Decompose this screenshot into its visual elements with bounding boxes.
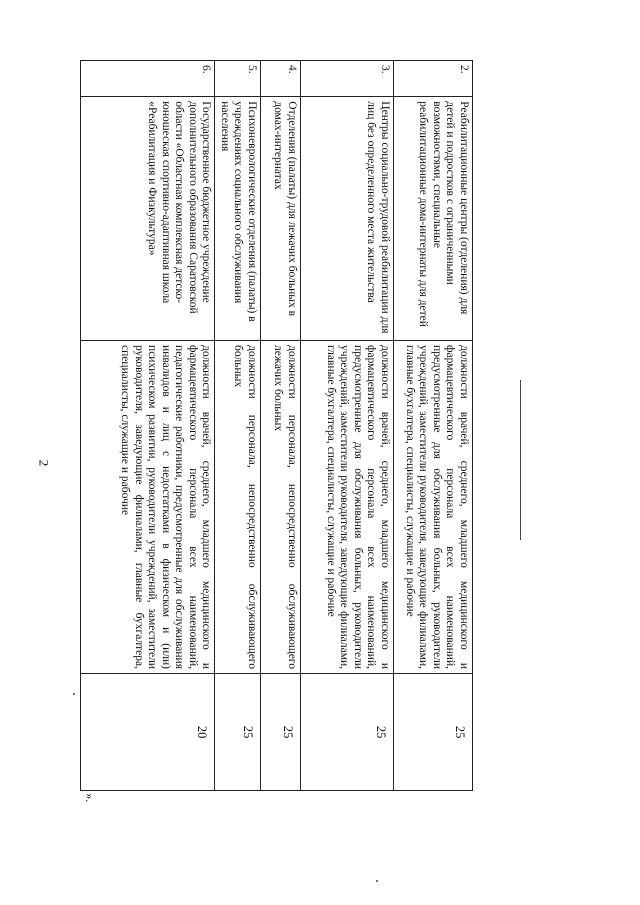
page-number: 2 bbox=[36, 459, 52, 467]
row-number: 5. bbox=[215, 61, 261, 97]
positions-description: должности персонала, непосредственно обслуживающего лежачих больных bbox=[261, 341, 301, 674]
institution-name: Государственное бюджетное учреждение дополнительного образования Саратовской области «Областная комплексная детско-юношеская спортивно-адаптивная школа «Реабилитация и Физкультура» bbox=[81, 97, 215, 341]
allowance-value: 25 bbox=[301, 674, 394, 791]
rotated-table-container bbox=[83, 60, 473, 840]
table-row bbox=[215, 61, 261, 840]
allowance-value: 25 bbox=[261, 674, 301, 791]
allowance-value: 25 bbox=[394, 674, 473, 791]
allowance-table bbox=[81, 60, 474, 840]
rotated-table-wrapper bbox=[83, 60, 473, 840]
table-row bbox=[301, 61, 394, 840]
positions-description: должности врачей, среднего, младшего медицинского и фармацевтического персонала всех наименований, предусмотренные для обслуживания больных, руководители учреждений, заместители руководителя, заведующие филиалами, главные бухгалтера, специалисты, служащие и рабочие bbox=[394, 341, 473, 674]
positions-description: должности врачей, среднего, младшего медицинского и фармацевтического персонала всех наименований, предусмотренные для обслуживания больных, руководители учреждений, заместители руководителя, заведующие филиалами, главные бухгалтера, специалисты, служащие и рабочие bbox=[301, 341, 394, 674]
row-number: 6. bbox=[81, 61, 215, 97]
scan-speck bbox=[73, 693, 75, 695]
table-row bbox=[81, 61, 215, 840]
scan-speck bbox=[376, 880, 378, 882]
row-number: 4. bbox=[261, 61, 301, 97]
row-number: 3. bbox=[301, 61, 394, 97]
table-row bbox=[261, 61, 301, 840]
separator-line bbox=[520, 380, 521, 540]
table-row bbox=[394, 61, 473, 840]
institution-name: Отделения (палаты) для лежачих больных в домах-интернатах bbox=[261, 97, 301, 341]
institution-name: Центры социально-трудовой реабилитации для лиц без определенного места жительства bbox=[301, 97, 394, 341]
institution-name: Психоневрологические отделения (палаты) в учреждениях социального обслуживания населения bbox=[215, 97, 261, 341]
row-number: 2. bbox=[394, 61, 473, 97]
institution-name: Реабилитационные центры (отделения) для детей и подростков с ограниченными возможностями, специальные реабилитационные дома-интернаты для детей bbox=[394, 97, 473, 341]
allowance-value: 20 bbox=[81, 674, 215, 791]
closing-quote: ». bbox=[83, 793, 98, 803]
positions-description: должности персонала, непосредственно обслуживающего больных bbox=[215, 341, 261, 674]
positions-description: должности врачей, среднего, младшего медицинского и фармацевтического персонала всех наименований, педагогические работники, предусмотренные для обслуживания инвалидов и лиц с недостатками в физическом и (или) психическом развитии, руководители учреждений, заместители руководителя, заведующие филиалами, главные бухгалтера, специалисты, служащие и рабочие bbox=[81, 341, 215, 674]
allowance-value: 25 bbox=[215, 674, 261, 791]
